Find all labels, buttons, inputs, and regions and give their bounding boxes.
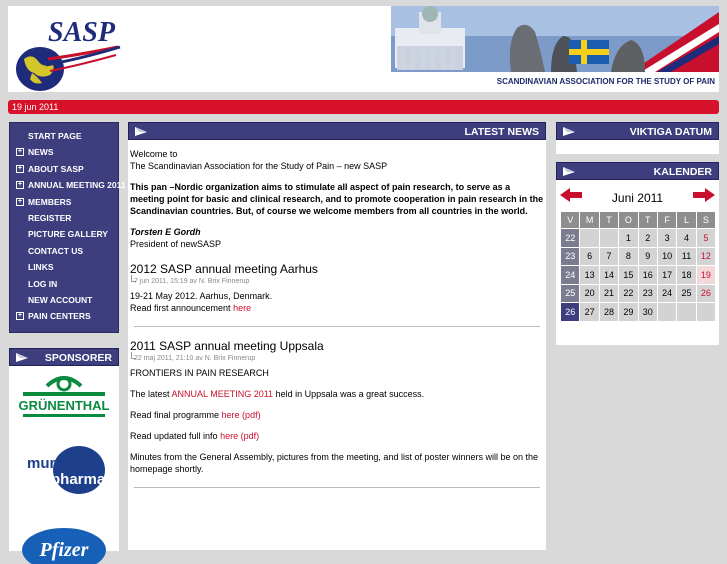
nav-item-links[interactable]: LINKS bbox=[28, 262, 54, 273]
sasp-logo[interactable] bbox=[12, 11, 126, 95]
calendar-day[interactable]: 20 bbox=[580, 285, 598, 303]
calendar-day bbox=[697, 303, 715, 321]
svg-text:GRÜNENTHAL: GRÜNENTHAL bbox=[18, 398, 110, 413]
important-dates-title: VIKTIGA DATUM bbox=[629, 126, 712, 138]
calendar-day[interactable]: 23 bbox=[639, 285, 657, 303]
calendar-week-row bbox=[561, 303, 715, 321]
weekday-header: O bbox=[619, 212, 637, 228]
latest-news-header bbox=[128, 122, 546, 140]
important-dates-header bbox=[556, 122, 719, 140]
date-bar bbox=[8, 100, 719, 114]
svg-text:mundi: mundi bbox=[27, 455, 72, 472]
calendar-header-row bbox=[561, 212, 715, 228]
calendar-day[interactable]: 3 bbox=[658, 229, 676, 247]
signature-role: President of newSASP bbox=[130, 239, 222, 249]
calendar-day[interactable]: 28 bbox=[600, 303, 618, 321]
svg-text:SASP: SASP bbox=[48, 17, 115, 48]
article-text: Read final programme here (pdf) bbox=[130, 410, 261, 420]
weekday-header: T bbox=[639, 212, 657, 228]
calendar-day bbox=[580, 229, 598, 247]
article-meta: 22 maj 2011, 21:10 av N. Brix Finnerup bbox=[130, 354, 544, 364]
signature-name: Torsten E Gordh bbox=[130, 227, 201, 237]
calendar-day[interactable]: 27 bbox=[580, 303, 598, 321]
current-date: 19 jun 2011 bbox=[12, 102, 59, 112]
site-header bbox=[8, 6, 719, 92]
divider bbox=[134, 487, 540, 488]
calendar-day-today[interactable]: 19 bbox=[697, 266, 715, 284]
article bbox=[130, 339, 544, 475]
calendar-day bbox=[600, 229, 618, 247]
calendar-day[interactable]: 10 bbox=[658, 248, 676, 266]
article-link[interactable]: here bbox=[233, 303, 252, 313]
nav-item-new-account[interactable]: NEW ACCOUNT bbox=[28, 294, 93, 305]
calendar-day[interactable]: 16 bbox=[639, 266, 657, 284]
nav-item-members[interactable]: + MEMBERS bbox=[17, 196, 72, 207]
sponsor-pfizer-logo[interactable] bbox=[21, 524, 107, 564]
calendar-day[interactable]: 30 bbox=[639, 303, 657, 321]
article-text: FRONTIERS IN PAIN RESEARCH bbox=[130, 368, 269, 378]
calendar-day[interactable]: 6 bbox=[580, 248, 598, 266]
calendar-week-row bbox=[561, 266, 715, 284]
calendar-day[interactable]: 5 bbox=[697, 229, 715, 247]
nav-item-picture-gallery[interactable]: PICTURE GALLERY bbox=[28, 229, 108, 240]
section-arrow-icon bbox=[15, 352, 29, 363]
annual-meeting-link[interactable]: ANNUAL MEETING 2011 bbox=[171, 389, 274, 399]
nav-item-pain-centers[interactable]: + PAIN CENTERS bbox=[17, 311, 91, 322]
week-number: 26 bbox=[561, 303, 579, 321]
calendar-week-row bbox=[561, 285, 715, 303]
divider bbox=[134, 326, 540, 327]
intro-text: This pan –Nordic organization aims to stimulate all aspect of pain research, to serve as a meeting point for basic and clinical research, and to promote cooperation in pain research in the Scandinavian countries. But, of course we welcome members from all countries in the world. bbox=[130, 182, 544, 216]
calendar-widget bbox=[556, 180, 719, 345]
sponsor-mundipharma-logo[interactable] bbox=[21, 444, 107, 496]
nav-item-news[interactable]: + NEWS bbox=[17, 147, 54, 158]
latest-news-title: LATEST NEWS bbox=[464, 126, 539, 138]
calendar-day[interactable]: 21 bbox=[600, 285, 618, 303]
calendar-day[interactable]: 14 bbox=[600, 266, 618, 284]
nav-item-about-sasp[interactable]: + ABOUT SASP bbox=[17, 163, 84, 174]
calendar-month: Juni 2011 bbox=[611, 191, 664, 205]
expand-icon[interactable]: + bbox=[17, 197, 23, 205]
week-number: 23 bbox=[561, 248, 579, 266]
article-text: 19-21 May 2012. Aarhus, Denmark. bbox=[130, 291, 273, 301]
article bbox=[130, 262, 544, 314]
svg-text:pharma: pharma bbox=[51, 471, 106, 488]
sponsors-title: SPONSORER bbox=[44, 352, 112, 364]
section-arrow-icon bbox=[562, 126, 576, 137]
calendar-day[interactable]: 8 bbox=[619, 248, 637, 266]
sponsors-list bbox=[9, 366, 119, 561]
calendar-day[interactable]: 17 bbox=[658, 266, 676, 284]
calendar-week-row bbox=[561, 248, 715, 266]
sponsor-grunenthal-logo[interactable] bbox=[19, 372, 109, 420]
article-meta: 7 jun 2011, 15:19 av N. Brix Finnerup bbox=[130, 277, 544, 287]
article-title[interactable]: 2011 SASP annual meeting Uppsala bbox=[130, 339, 324, 353]
week-number: 22 bbox=[561, 229, 579, 247]
main-navigation bbox=[9, 122, 126, 333]
nav-item-contact-us[interactable]: CONTACT US bbox=[28, 245, 84, 256]
section-arrow-icon bbox=[562, 166, 576, 177]
expand-icon[interactable]: + bbox=[17, 148, 23, 156]
calendar-day bbox=[677, 303, 695, 321]
week-number: 25 bbox=[561, 285, 579, 303]
calendar-day[interactable]: 4 bbox=[677, 229, 695, 247]
full-info-pdf-link[interactable]: here (pdf) bbox=[220, 431, 260, 441]
weekday-header: F bbox=[658, 212, 676, 228]
article-text: The latest ANNUAL MEETING 2011 held in Uppsala was a great success. bbox=[130, 389, 425, 399]
article-text: Minutes from the General Assembly, pictures from the meeting, and list of poster winners will be on the homepage shortly. bbox=[130, 452, 539, 474]
nav-item-register[interactable]: REGISTER bbox=[28, 212, 72, 223]
expand-icon[interactable]: + bbox=[17, 164, 23, 172]
calendar-day bbox=[658, 303, 676, 321]
programme-pdf-link[interactable]: here (pdf) bbox=[221, 410, 261, 420]
week-number: 24 bbox=[561, 266, 579, 284]
calendar-week-row bbox=[561, 229, 715, 247]
calendar-day[interactable]: 2 bbox=[639, 229, 657, 247]
calendar-grid bbox=[560, 211, 716, 322]
calendar-day[interactable]: 26 bbox=[697, 285, 715, 303]
next-month-arrow-icon[interactable] bbox=[693, 188, 715, 202]
calendar-day[interactable]: 15 bbox=[619, 266, 637, 284]
calendar-day[interactable]: 1 bbox=[619, 229, 637, 247]
calendar-day[interactable]: 12 bbox=[697, 248, 715, 266]
important-dates-body bbox=[556, 140, 719, 154]
welcome-line: Welcome to bbox=[130, 149, 178, 159]
article-text: Read first announcement here bbox=[130, 303, 252, 313]
weekday-header: V bbox=[561, 212, 579, 228]
weekday-header: S bbox=[697, 212, 715, 228]
weekday-header: M bbox=[580, 212, 598, 228]
article-text: Read updated full info here (pdf) bbox=[130, 431, 260, 441]
calendar-day[interactable]: 18 bbox=[677, 266, 695, 284]
calendar-header bbox=[556, 162, 719, 180]
calendar-day[interactable]: 13 bbox=[580, 266, 598, 284]
news-content bbox=[128, 140, 546, 550]
sponsors-header bbox=[9, 348, 119, 366]
weekday-header: T bbox=[600, 212, 618, 228]
calendar-day[interactable]: 25 bbox=[677, 285, 695, 303]
section-arrow-icon bbox=[134, 126, 148, 137]
calendar-day[interactable]: 11 bbox=[677, 248, 695, 266]
nav-item-start-page[interactable]: START PAGE bbox=[28, 131, 82, 141]
welcome-subtitle: The Scandinavian Association for the Study of Pain – new SASP bbox=[130, 161, 388, 171]
svg-text:Pfizer: Pfizer bbox=[39, 539, 89, 561]
expand-icon[interactable]: + bbox=[17, 312, 23, 320]
calendar-day[interactable]: 7 bbox=[600, 248, 618, 266]
article-title[interactable]: 2012 SASP annual meeting Aarhus bbox=[130, 262, 318, 276]
site-tagline: SCANDINAVIAN ASSOCIATION FOR THE STUDY OF PAIN bbox=[496, 77, 715, 86]
expand-icon[interactable]: + bbox=[17, 181, 23, 189]
calendar-title: KALENDER bbox=[653, 166, 712, 178]
calendar-nav bbox=[556, 180, 719, 204]
weekday-header: L bbox=[677, 212, 695, 228]
calendar-day[interactable]: 9 bbox=[639, 248, 657, 266]
calendar-day[interactable]: 24 bbox=[658, 285, 676, 303]
nav-item-annual-meeting[interactable]: + ANNUAL MEETING 2011 bbox=[17, 180, 126, 191]
calendar-day[interactable]: 29 bbox=[619, 303, 637, 321]
nav-item-log-in[interactable]: LOG IN bbox=[28, 278, 58, 289]
calendar-day[interactable]: 22 bbox=[619, 285, 637, 303]
